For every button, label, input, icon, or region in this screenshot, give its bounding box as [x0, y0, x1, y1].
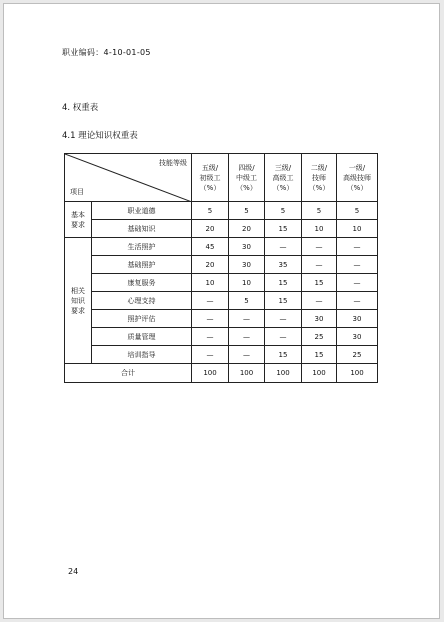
level-header-cell: [265, 154, 302, 202]
category-label-line: 要求: [71, 220, 85, 229]
weight-cell: 30: [229, 256, 265, 274]
table-row: [65, 346, 378, 364]
level-header-line: 四级/: [238, 163, 255, 172]
corner-header-cell: [65, 154, 192, 202]
level-header-line: 五级/: [201, 163, 219, 172]
total-cell: 100: [302, 364, 337, 383]
level-header-line: （%）: [199, 183, 221, 192]
category-label-line: 基本: [71, 210, 85, 219]
occupation-code: 职业编码：4-10-01-05: [62, 48, 151, 57]
weight-cell: 10: [229, 274, 265, 292]
total-row: [65, 364, 378, 383]
level-header-cell: [192, 154, 229, 202]
table-row: [65, 292, 378, 310]
document-page: [3, 3, 440, 619]
total-label-cell: 合计: [65, 364, 192, 383]
weight-cell: —: [265, 328, 302, 346]
item-name-cell: 基础照护: [92, 256, 192, 274]
weight-table: [64, 153, 378, 383]
weight-cell: —: [265, 310, 302, 328]
level-header-line: （%）: [346, 183, 368, 192]
item-name-cell: 康复服务: [92, 274, 192, 292]
category-label-line: 知识: [71, 296, 85, 305]
section-title: 4. 权重表: [62, 103, 99, 113]
weight-cell: 10: [192, 274, 229, 292]
category-cell: [65, 202, 92, 238]
weight-cell: 35: [265, 256, 302, 274]
level-header-line: 高级工: [272, 173, 294, 182]
weight-cell: —: [302, 256, 337, 274]
weight-cell: 5: [337, 202, 378, 220]
header-row: [65, 154, 378, 202]
weight-cell: 10: [302, 220, 337, 238]
level-header-line: 中级工: [236, 173, 257, 182]
level-header-cell: [337, 154, 378, 202]
weight-cell: 30: [229, 238, 265, 256]
weight-cell: —: [337, 292, 378, 310]
total-cell: 100: [337, 364, 378, 383]
table-row: [65, 202, 378, 220]
level-header-line: 三级/: [274, 163, 292, 172]
weight-cell: 15: [302, 274, 337, 292]
item-name-cell: 照护评估: [92, 310, 192, 328]
item-name-cell: 质量管理: [92, 328, 192, 346]
table-row: [65, 238, 378, 256]
table-row: [65, 310, 378, 328]
table-row: [65, 274, 378, 292]
level-header-cell: [229, 154, 265, 202]
level-header-line: 高级技师: [343, 173, 371, 182]
weight-cell: —: [192, 328, 229, 346]
weight-cell: —: [302, 292, 337, 310]
weight-cell: 45: [192, 238, 229, 256]
weight-cell: 20: [192, 220, 229, 238]
weight-cell: 15: [302, 346, 337, 364]
weight-cell: 15: [265, 346, 302, 364]
weight-cell: —: [192, 292, 229, 310]
level-header-line: 一级/: [348, 163, 366, 172]
weight-cell: 5: [265, 202, 302, 220]
weight-cell: —: [302, 238, 337, 256]
weight-cell: 25: [302, 328, 337, 346]
weight-cell: 20: [229, 220, 265, 238]
level-header-line: 技师: [312, 173, 326, 182]
table-row: [65, 328, 378, 346]
item-name-cell: 生活照护: [92, 238, 192, 256]
weight-cell: —: [192, 346, 229, 364]
subsection-title: 4.1 理论知识权重表: [62, 131, 138, 141]
category-label-line: 要求: [71, 306, 85, 315]
weight-cell: 15: [265, 274, 302, 292]
weight-cell: —: [192, 310, 229, 328]
weight-cell: 15: [265, 220, 302, 238]
weight-cell: 25: [337, 346, 378, 364]
item-name-cell: 培训指导: [92, 346, 192, 364]
item-name-cell: 基础知识: [92, 220, 192, 238]
weight-cell: 10: [337, 220, 378, 238]
weight-cell: —: [229, 310, 265, 328]
item-name-cell: 职业道德: [92, 202, 192, 220]
level-header-line: （%）: [308, 183, 330, 192]
weight-cell: —: [229, 346, 265, 364]
weight-cell: 30: [337, 310, 378, 328]
level-header-line: 二级/: [310, 163, 328, 172]
weight-cell: 30: [302, 310, 337, 328]
level-header-line: （%）: [236, 183, 257, 192]
total-cell: 100: [265, 364, 302, 383]
table-row: [65, 220, 378, 238]
level-header-cell: [302, 154, 337, 202]
weight-cell: 5: [229, 202, 265, 220]
category-cell: [65, 238, 92, 364]
level-header-line: （%）: [272, 183, 294, 192]
table-row: [65, 256, 378, 274]
item-name-cell: 心理支持: [92, 292, 192, 310]
weight-cell: 5: [302, 202, 337, 220]
skill-level-label: 技能等级: [159, 159, 187, 167]
item-label: 项目: [70, 188, 84, 196]
weight-cell: —: [337, 238, 378, 256]
weight-cell: 30: [337, 328, 378, 346]
weight-cell: 5: [229, 292, 265, 310]
weight-cell: 5: [192, 202, 229, 220]
level-header-line: 初级工: [199, 173, 221, 182]
category-label-line: 相关: [71, 286, 85, 295]
total-cell: 100: [229, 364, 265, 383]
weight-cell: 20: [192, 256, 229, 274]
weight-cell: —: [337, 274, 378, 292]
weight-cell: 15: [265, 292, 302, 310]
weight-cell: —: [337, 256, 378, 274]
total-cell: 100: [192, 364, 229, 383]
weight-cell: —: [265, 238, 302, 256]
page-number: 24: [68, 567, 79, 576]
weight-cell: —: [229, 328, 265, 346]
